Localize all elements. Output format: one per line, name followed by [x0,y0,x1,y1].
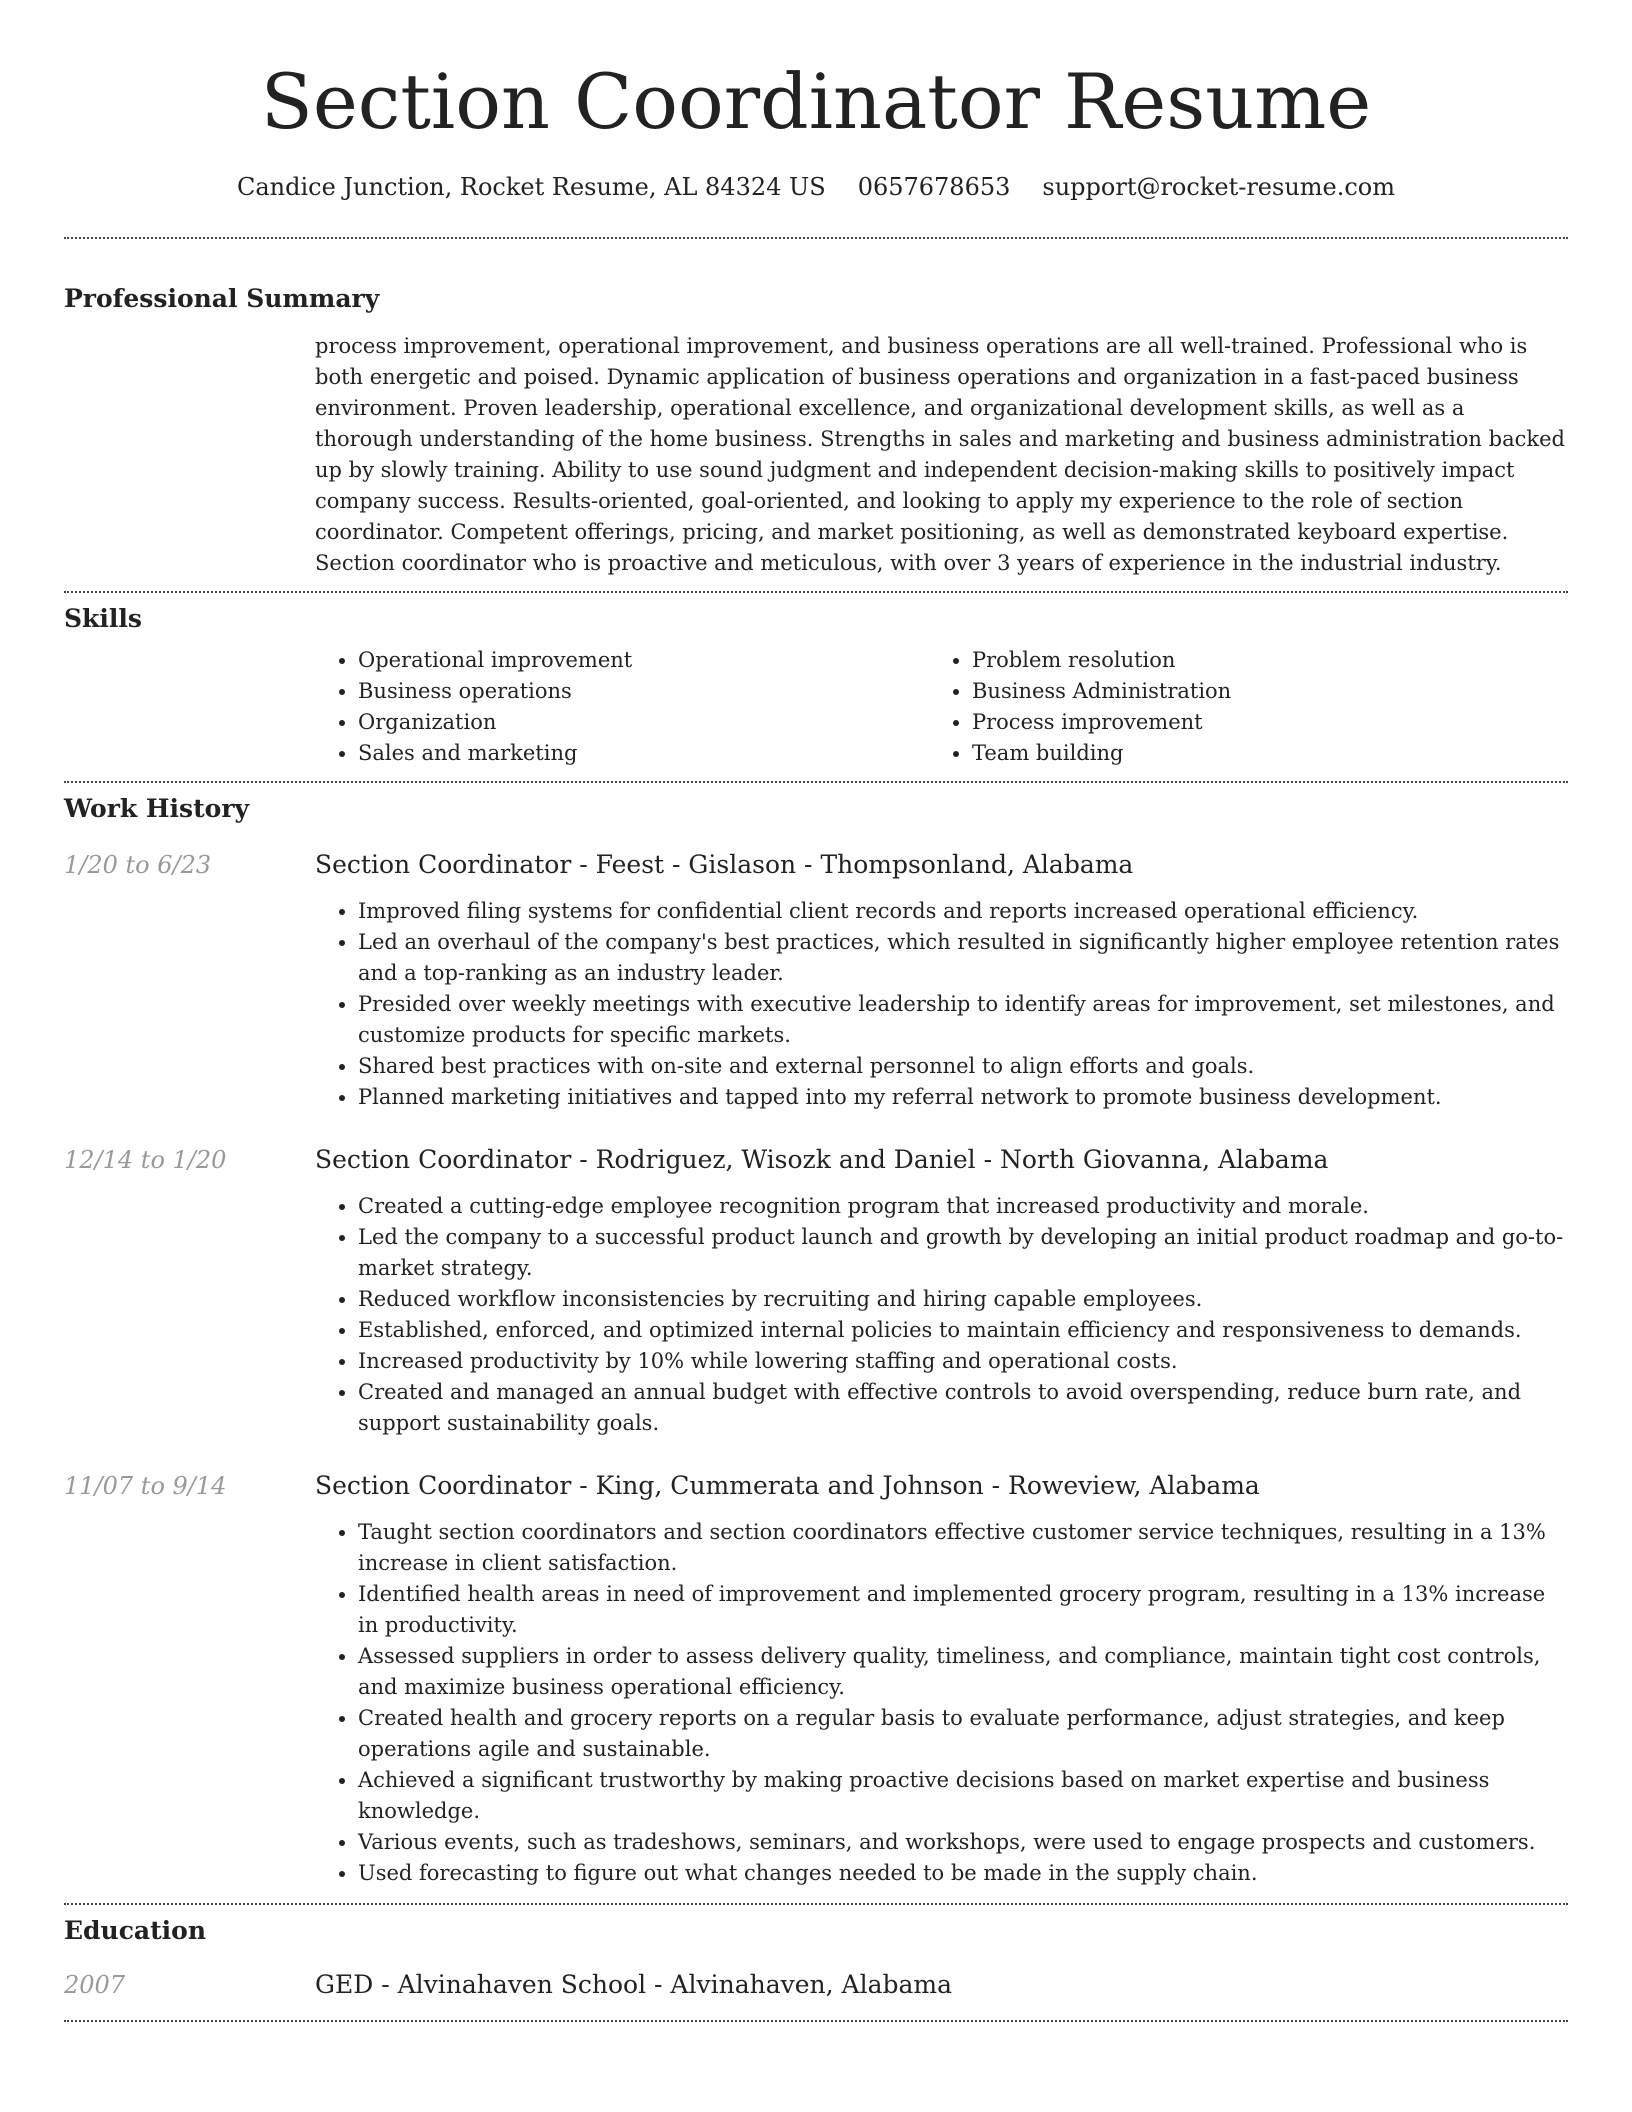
divider [64,591,1568,593]
skill-item: • Process improvement [972,707,1543,738]
job-dates: 12/14 to 1/20 [64,1146,227,1174]
job-bullets [315,896,1568,1113]
contact-line [64,170,1568,204]
summary-text: process improvement, operational improvement, and business operations are all well-trained. Professional who is both energetic and poised. Dynamic application of business operations and organization in a fast-paced business environment. Proven leadership, operational excellence, and organizational development skills, as well as a thorough understanding of the home business. Strengths in sales and marketing and business administration backed up by slowly training. Ability to use sound judgment and independent decision-making skills to positively impact company success. Results-oriented, goal-oriented, and looking to apply my experience to the role of section coordinator. Competent offerings, pricing, and market positioning, as well as demonstrated keyboard expertise. Section coordinator who is proactive and meticulous, with over 3 years of experience in the industrial industry. [315,334,1565,575]
skill-item: • Team building [972,738,1543,769]
job-bullet: • Reduced workflow inconsistencies by recruiting and hiring capable employees. [358,1284,1568,1315]
job-bullet: • Created a cutting-edge employee recognition program that increased productivity and morale. [358,1191,1568,1222]
job-bullet: • Led an overhaul of the company's best practices, which resulted in significantly higher employee retention rates and a top-ranking as an industry leader. [358,927,1568,989]
work-heading: Work History [64,794,250,823]
job-bullet: • Taught section coordinators and section coordinators effective customer service techniques, resulting in a 13% increase in client satisfaction. [358,1517,1568,1579]
contact-address: Candice Junction, Rocket Resume, AL 84324 US [236,173,826,201]
job-bullet: • Created health and grocery reports on a regular basis to evaluate performance, adjust strategies, and keep operations agile and sustainable. [358,1703,1568,1765]
job-bullet: • Various events, such as tradeshows, seminars, and workshops, were used to engage prospects and customers. [358,1827,1568,1858]
skills-list [315,645,1568,769]
skill-item: • Problem resolution [972,645,1543,676]
skill-item: • Business Administration [972,676,1543,707]
divider [64,237,1568,239]
job-bullet: • Identified health areas in need of improvement and implemented grocery program, resulting in a 13% increase in productivity. [358,1579,1568,1641]
job-bullet: • Assessed suppliers in order to assess delivery quality, timeliness, and compliance, maintain tight cost controls, and maximize business operational efficiency. [358,1641,1568,1703]
skill-item: • Organization [358,707,929,738]
job-bullet: • Improved filing systems for confidential client records and reports increased operational efficiency. [358,896,1568,927]
divider [64,2020,1568,2022]
job-bullet: • Presided over weekly meetings with executive leadership to identify areas for improvement, set milestones, and customize products for specific markets. [358,989,1568,1051]
job-dates: 11/07 to 9/14 [64,1472,227,1500]
job-bullet: • Planned marketing initiatives and tapped into my referral network to promote business development. [358,1082,1568,1113]
skill-item: • Business operations [358,676,929,707]
job-bullet: • Led the company to a successful product launch and growth by developing an initial product roadmap and go-to-market strategy. [358,1222,1568,1284]
divider [64,781,1568,783]
education-heading: Education [64,1916,207,1945]
divider [64,1903,1568,1905]
job-title: Section Coordinator - King, Cummerata and Johnson - Roweview, Alabama [315,1471,1260,1500]
job-dates: 1/20 to 6/23 [64,851,212,879]
skill-item: • Operational improvement [358,645,929,676]
job-bullet: • Increased productivity by 10% while lowering staffing and operational costs. [358,1346,1568,1377]
job-entry [64,1469,1568,1889]
job-bullet: • Achieved a significant trustworthy by making proactive decisions based on market expertise and business knowledge. [358,1765,1568,1827]
skills-column-left [315,645,929,769]
job-bullet: • Shared best practices with on-site and external personnel to align efforts and goals. [358,1051,1568,1082]
job-bullet: • Established, enforced, and optimized internal policies to maintain efficiency and responsiveness to demands. [358,1315,1568,1346]
job-bullet: • Used forecasting to figure out what changes needed to be made in the supply chain. [358,1858,1568,1889]
job-entry [64,848,1568,1113]
contact-email: support@rocket-resume.com [1042,173,1396,201]
education-entry [64,1968,1568,2002]
job-bullets [315,1517,1568,1889]
skill-item: • Sales and marketing [358,738,929,769]
summary-heading: Professional Summary [64,284,380,313]
job-bullets [315,1191,1568,1439]
contact-phone: 0657678653 [857,173,1011,201]
page-title: Section Coordinator Resume [260,57,1372,146]
skills-heading: Skills [64,604,142,633]
job-title: Section Coordinator - Feest - Gislason - Thompsonland, Alabama [315,850,1134,879]
job-entry [64,1143,1568,1439]
skills-column-right [929,645,1543,769]
job-title: Section Coordinator - Rodriguez, Wisozk and Daniel - North Giovanna, Alabama [315,1145,1329,1174]
education-detail: GED - Alvinahaven School - Alvinahaven, Alabama [315,1970,952,1999]
education-year: 2007 [64,1971,126,1999]
job-bullet: • Created and managed an annual budget with effective controls to avoid overspending, reduce burn rate, and support sustainability goals. [358,1377,1568,1439]
